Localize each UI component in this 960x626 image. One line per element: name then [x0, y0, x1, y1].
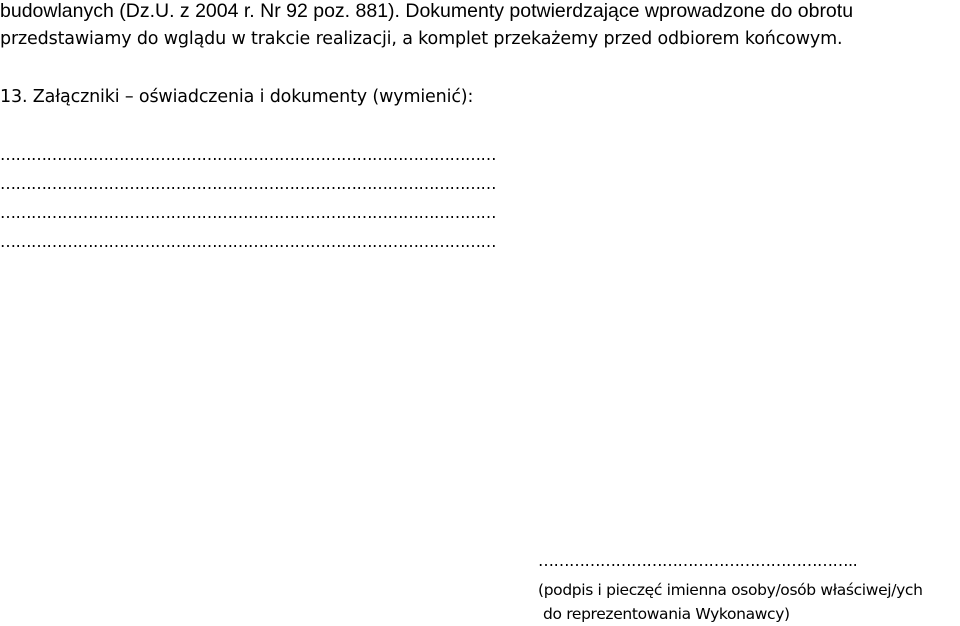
blank-fill-line: …………………………………………………………………………………… [0, 145, 496, 164]
blank-fill-line: …………………………………………………………………………………… [0, 232, 496, 251]
section-heading: 13. Załączniki – oświadczenia i dokumenty (wymienić): [0, 87, 474, 107]
blank-fill-line: …………………………………………………………………………………… [0, 203, 496, 222]
blank-fill-line: …………………………………………………………………………………… [0, 174, 496, 193]
signature-caption-line-1: (podpis i pieczęć imienna osoby/osób właściwej/ych [538, 581, 923, 599]
signature-caption-line-2: do reprezentowania Wykonawcy) [543, 605, 790, 623]
paragraph-line-1: budowlanych (Dz.U. z 2004 r. Nr 92 poz. 881). Dokumenty potwierdzające wprowadzone do obrotu [0, 0, 854, 22]
paragraph-line-2: przedstawiamy do wglądu w trakcie realizacji, a komplet przekażemy przed odbiorem końcowym. [0, 29, 843, 49]
signature-line: …………………………………………………….. [538, 551, 858, 570]
